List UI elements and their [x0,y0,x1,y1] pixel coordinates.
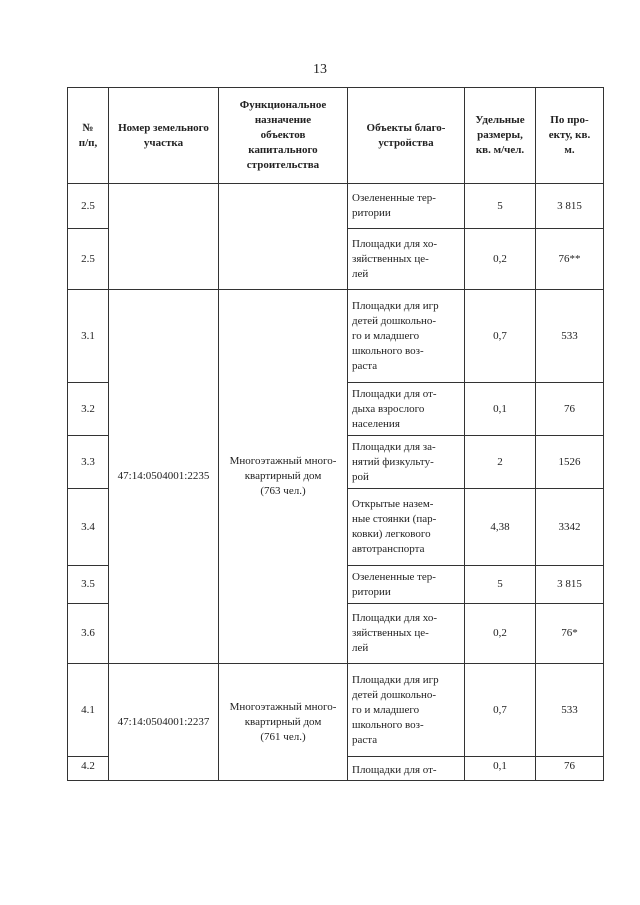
project-area: 3 815 [536,184,604,229]
project-area: 3342 [536,489,604,566]
header-function: Функциональное назначение объектов капитального строительства [219,88,348,184]
project-area: 533 [536,664,604,757]
function-purpose: Многоэтажный много- квартирный дом (763 чел.) [219,290,348,664]
specific-size: 0,1 [465,383,536,436]
table-row [68,184,604,229]
table-row [68,290,604,383]
header-row [68,88,604,184]
amenity-object: Площадки для за- нятий физкульту- рой [348,436,465,489]
row-number: 3.5 [68,566,109,604]
project-area: 76 [536,383,604,436]
row-number: 3.6 [68,604,109,664]
project-area: 76* [536,604,604,664]
row-number: 3.2 [68,383,109,436]
amenity-object: Площадки для игр детей дошкольно- го и младшего школьного воз- раста [348,290,465,383]
row-number: 3.4 [68,489,109,566]
amenity-object: Площадки для игр детей дошкольно- го и младшего школьного воз- раста [348,664,465,757]
specific-size: 5 [465,566,536,604]
specific-size: 0,2 [465,604,536,664]
row-number: 3.3 [68,436,109,489]
function-purpose: Многоэтажный много- квартирный дом (761 чел.) [219,664,348,781]
row-number: 4.1 [68,664,109,757]
project-area: 1526 [536,436,604,489]
plot-number: 47:14:0504001:2235 [109,290,219,664]
header-num: № п/п, [68,88,109,184]
row-number: 2.5 [68,229,109,290]
project-area: 76 [536,757,604,781]
amenity-object: Озелененные тер- ритории [348,184,465,229]
specific-size: 0,2 [465,229,536,290]
specific-size: 4,38 [465,489,536,566]
amenity-object: Площадки для хо- зяйственных це- лей [348,229,465,290]
page-number: 13 [313,62,327,77]
header-amenity-objects: Объекты благо- устройства [348,88,465,184]
amenity-object: Площадки для от- [348,757,465,781]
specific-size: 0,1 [465,757,536,781]
land-plot-table [67,87,604,781]
row-number: 3.1 [68,290,109,383]
plot-cell-empty [109,184,219,290]
specific-size: 5 [465,184,536,229]
project-area: 76** [536,229,604,290]
row-number: 4.2 [68,757,109,781]
amenity-object: Площадки для хо- зяйственных це- лей [348,604,465,664]
specific-size: 0,7 [465,290,536,383]
header-plot-number: Номер земельного участка [109,88,219,184]
header-project-area: По про- екту, кв. м. [536,88,604,184]
header-specific-size: Удельные размеры, кв. м/чел. [465,88,536,184]
specific-size: 2 [465,436,536,489]
table-row [68,664,604,757]
amenity-object: Открытые назем- ные стоянки (пар- ковки) легкового автотранспорта [348,489,465,566]
project-area: 3 815 [536,566,604,604]
function-cell-empty [219,184,348,290]
plot-number: 47:14:0504001:2237 [109,664,219,781]
project-area: 533 [536,290,604,383]
amenity-object: Площадки для от- дыха взрослого населения [348,383,465,436]
specific-size: 0,7 [465,664,536,757]
row-number: 2.5 [68,184,109,229]
amenity-object: Озелененные тер- ритории [348,566,465,604]
